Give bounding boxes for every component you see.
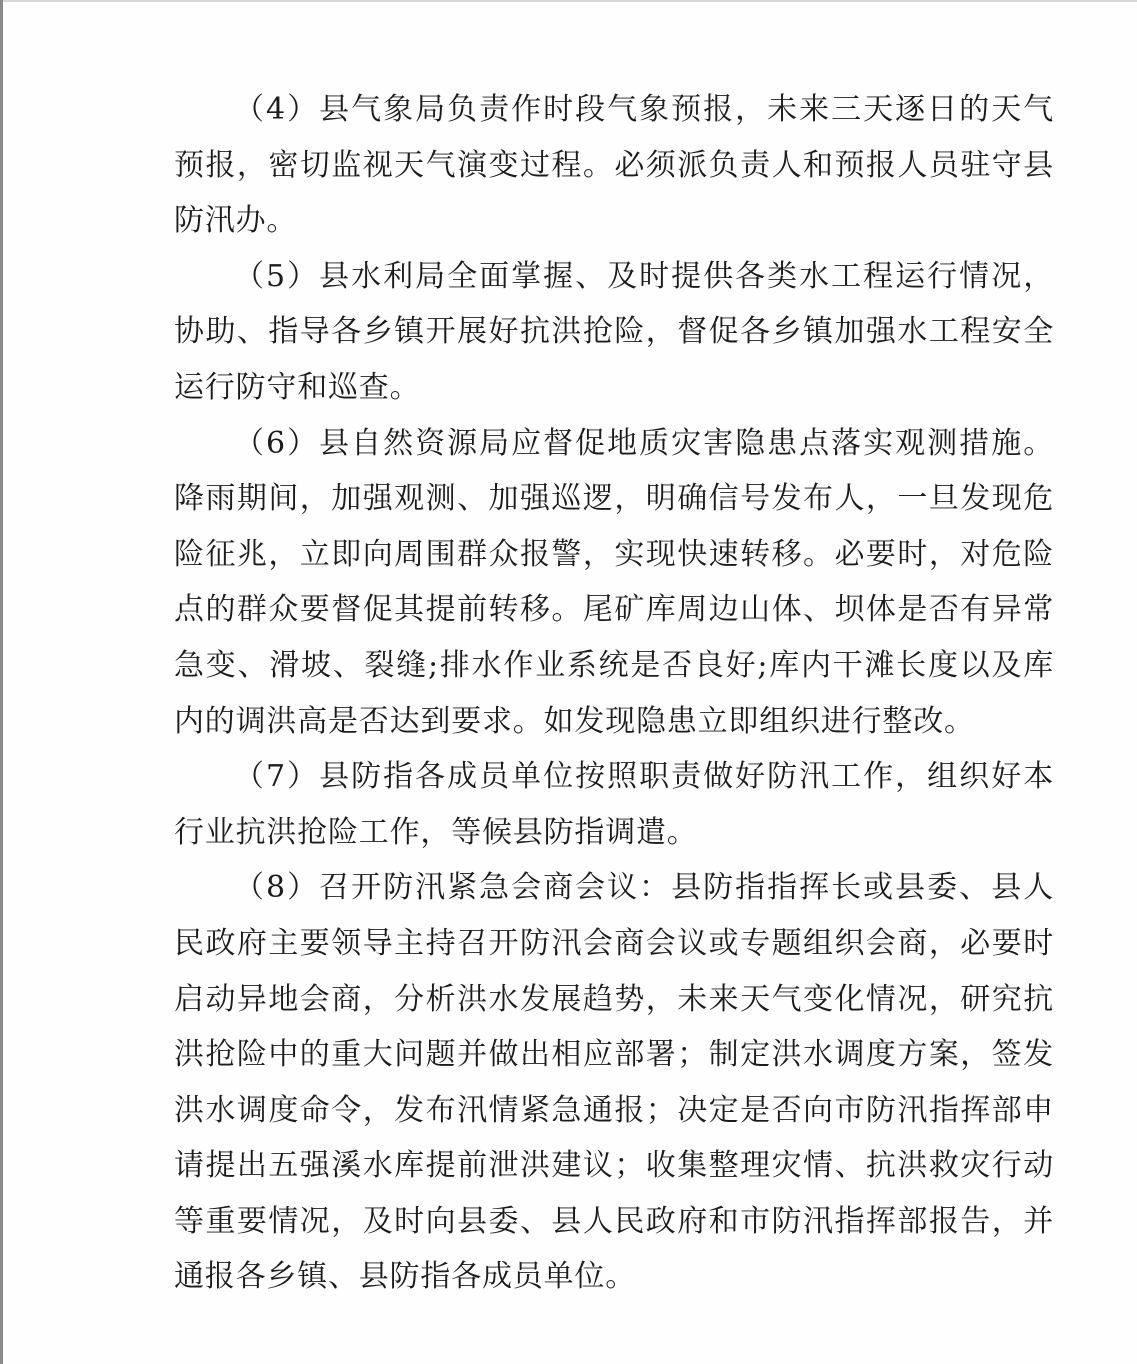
paragraph-item-7: （7）县防指各成员单位按照职责做好防汛工作，组织好本行业抗洪抢险工作，等候县防指调遣。 xyxy=(174,759,1054,850)
page-left-edge xyxy=(0,0,3,1364)
paragraph-item-8: （8）召开防汛紧急会商会议：县防指指挥长或县委、县人民政府主要领导主持召开防汛会商会议或专题组织会商，必要时启动异地会商，分析洪水发展趋势，未来天气变化情况，研究抗洪抢险中的重大问题并做出相应部署；制定洪水调度方案，签发洪水调度命令，发布汛情紧急通报；决定是否向市防汛指挥部申请提出五强溪水库提前泄洪建议；收集整理灾情、抗洪救灾行动等重要情况，及时向县委、县人民政府和市防汛指挥部报告，并通报各乡镇、县防指各成员单位。 xyxy=(174,870,1054,1295)
page-top-edge xyxy=(0,0,1137,2)
document-body xyxy=(174,82,1054,1305)
paragraph-item-5: （5）县水利局全面掌握、及时提供各类水工程运行情况，协助、指导各乡镇开展好抗洪抢险，督促各乡镇加强水工程安全运行防守和巡查。 xyxy=(174,258,1054,405)
paragraph-item-6: （6）县自然资源局应督促地质灾害隐患点落实观测措施。降雨期间，加强观测、加强巡逻，明确信号发布人，一旦发现危险征兆，立即向周围群众报警，实现快速转移。必要时，对危险点的群众要督促其提前转移。尾矿库周边山体、坝体是否有异常急变、滑坡、裂缝;排水作业系统是否良好;库内干滩长度以及库内的调洪高是否达到要求。如发现隐患立即组织进行整改。 xyxy=(174,425,1054,739)
paragraph-item-4: （4）县气象局负责作时段气象预报，未来三天逐日的天气预报，密切监视天气演变过程。必须派负责人和预报人员驻守县防汛办。 xyxy=(174,92,1054,239)
